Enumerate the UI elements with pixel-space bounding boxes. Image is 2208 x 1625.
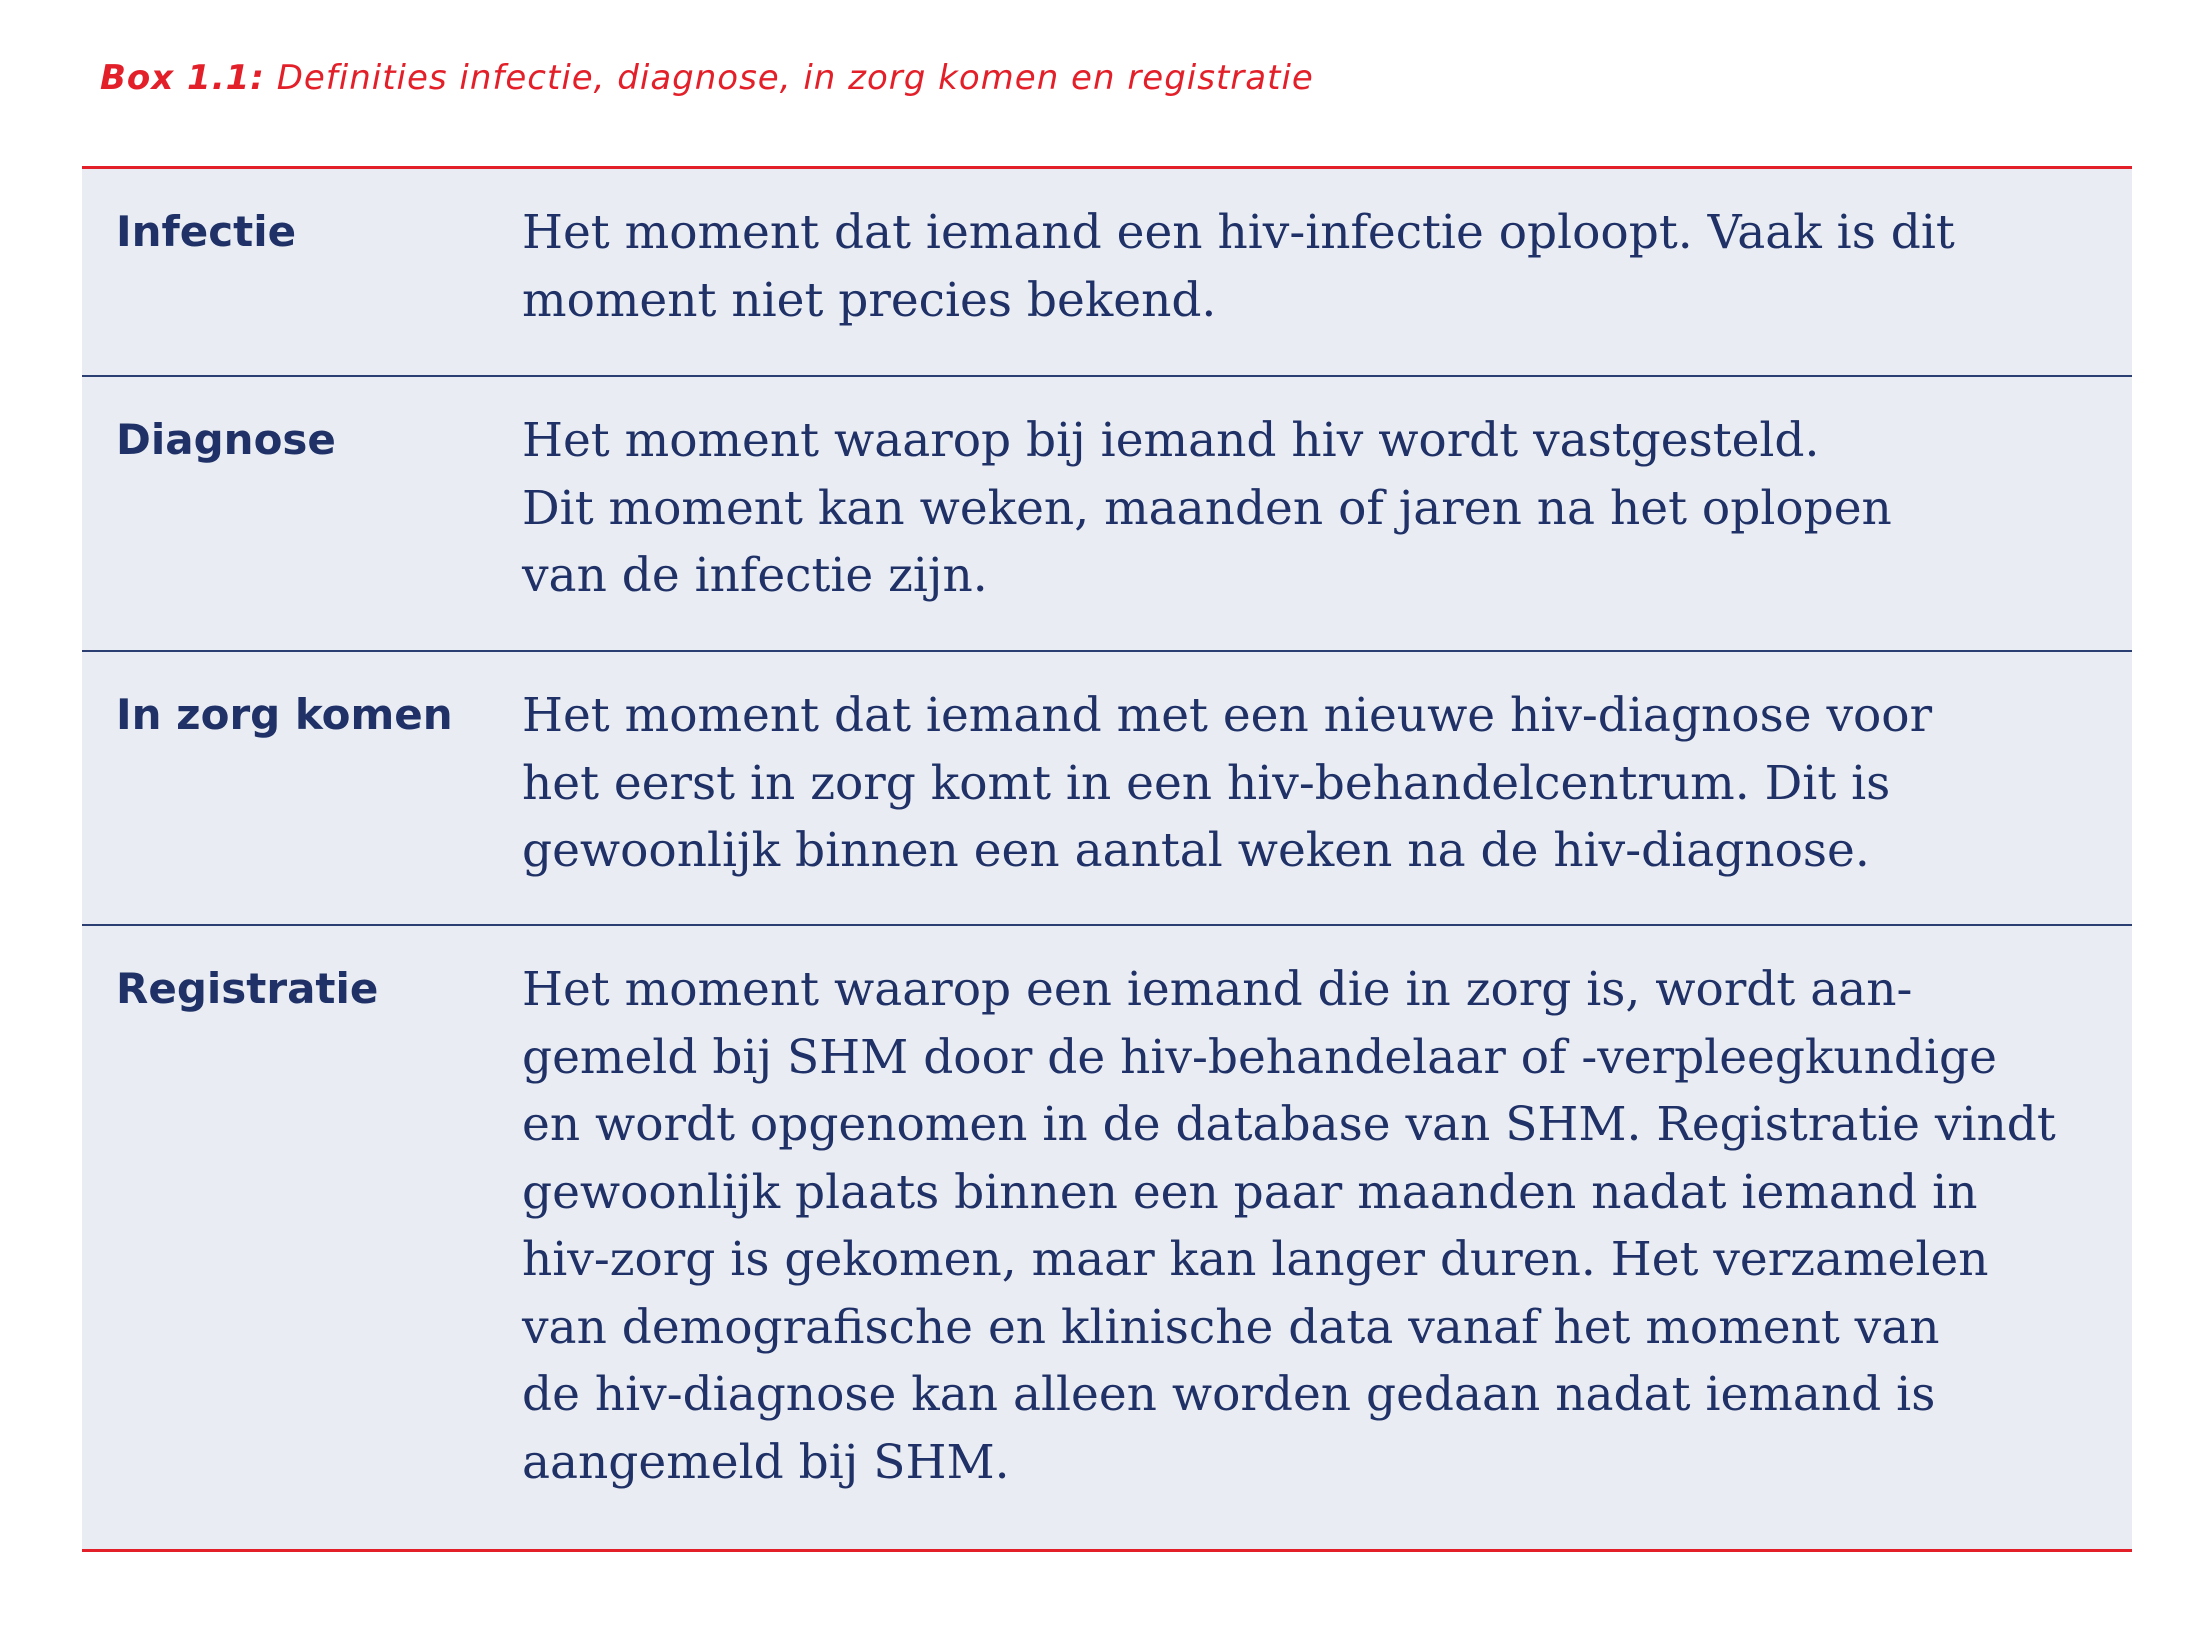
definition-row-infectie xyxy=(82,169,2132,375)
box-label: Box 1.1: xyxy=(100,58,265,98)
definition-line: de hiv-diagnose kan alleen worden gedaan nadat iemand is xyxy=(522,1367,1936,1422)
definition-text xyxy=(522,407,2112,610)
definition-row-diagnose xyxy=(82,375,2132,650)
box-caption xyxy=(100,58,1314,98)
definition-row-registratie xyxy=(82,924,2132,1549)
definition-line: Het moment dat iemand met een nieuwe hiv-diagnose voor xyxy=(522,688,1933,743)
definition-line: gewoonlijk binnen een aantal weken na de hiv-diagnose. xyxy=(522,823,1870,878)
box-title: Definities infectie, diagnose, in zorg komen en registratie xyxy=(276,58,1314,98)
definition-text xyxy=(522,682,2112,885)
term-label: In zorg komen xyxy=(116,690,453,739)
definition-line: het eerst in zorg komt in een hiv-behandelcentrum. Dit is xyxy=(522,755,1891,811)
definition-line: moment niet precies bekend. xyxy=(522,272,1217,328)
definition-line: en wordt opgenomen in de database van SHM. Registratie vindt xyxy=(522,1097,2056,1152)
definition-line: Dit moment kan weken, maanden of jaren na het oplopen xyxy=(522,480,1892,536)
definitions-box xyxy=(82,166,2132,1552)
term-label: Diagnose xyxy=(116,415,336,464)
definition-line: hiv-zorg is gekomen, maar kan langer duren. Het verzamelen xyxy=(522,1232,1989,1287)
definition-line: Het moment dat iemand een hiv-infectie oploopt. Vaak is dit xyxy=(522,205,1955,260)
definition-line: Het moment waarop bij iemand hiv wordt vastgesteld. xyxy=(522,413,1820,468)
definition-row-in-zorg-komen xyxy=(82,650,2132,924)
term-label: Registratie xyxy=(116,964,379,1013)
definition-line: van demografische en klinische data vanaf het moment van xyxy=(522,1299,1940,1355)
definition-line: van de infectie zijn. xyxy=(522,548,988,603)
definition-line: Het moment waarop een iemand die in zorg is, wordt aan- xyxy=(522,962,1913,1017)
definition-text xyxy=(522,956,2112,1496)
definition-text xyxy=(522,199,2112,334)
term-label: Infectie xyxy=(116,207,297,256)
definition-line: gemeld bij SHM door de hiv-behandelaar of -verpleegkundige xyxy=(522,1029,1997,1085)
definition-line: aangemeld bij SHM. xyxy=(522,1434,1010,1490)
definition-line: gewoonlijk plaats binnen een paar maanden nadat iemand in xyxy=(522,1164,1978,1220)
